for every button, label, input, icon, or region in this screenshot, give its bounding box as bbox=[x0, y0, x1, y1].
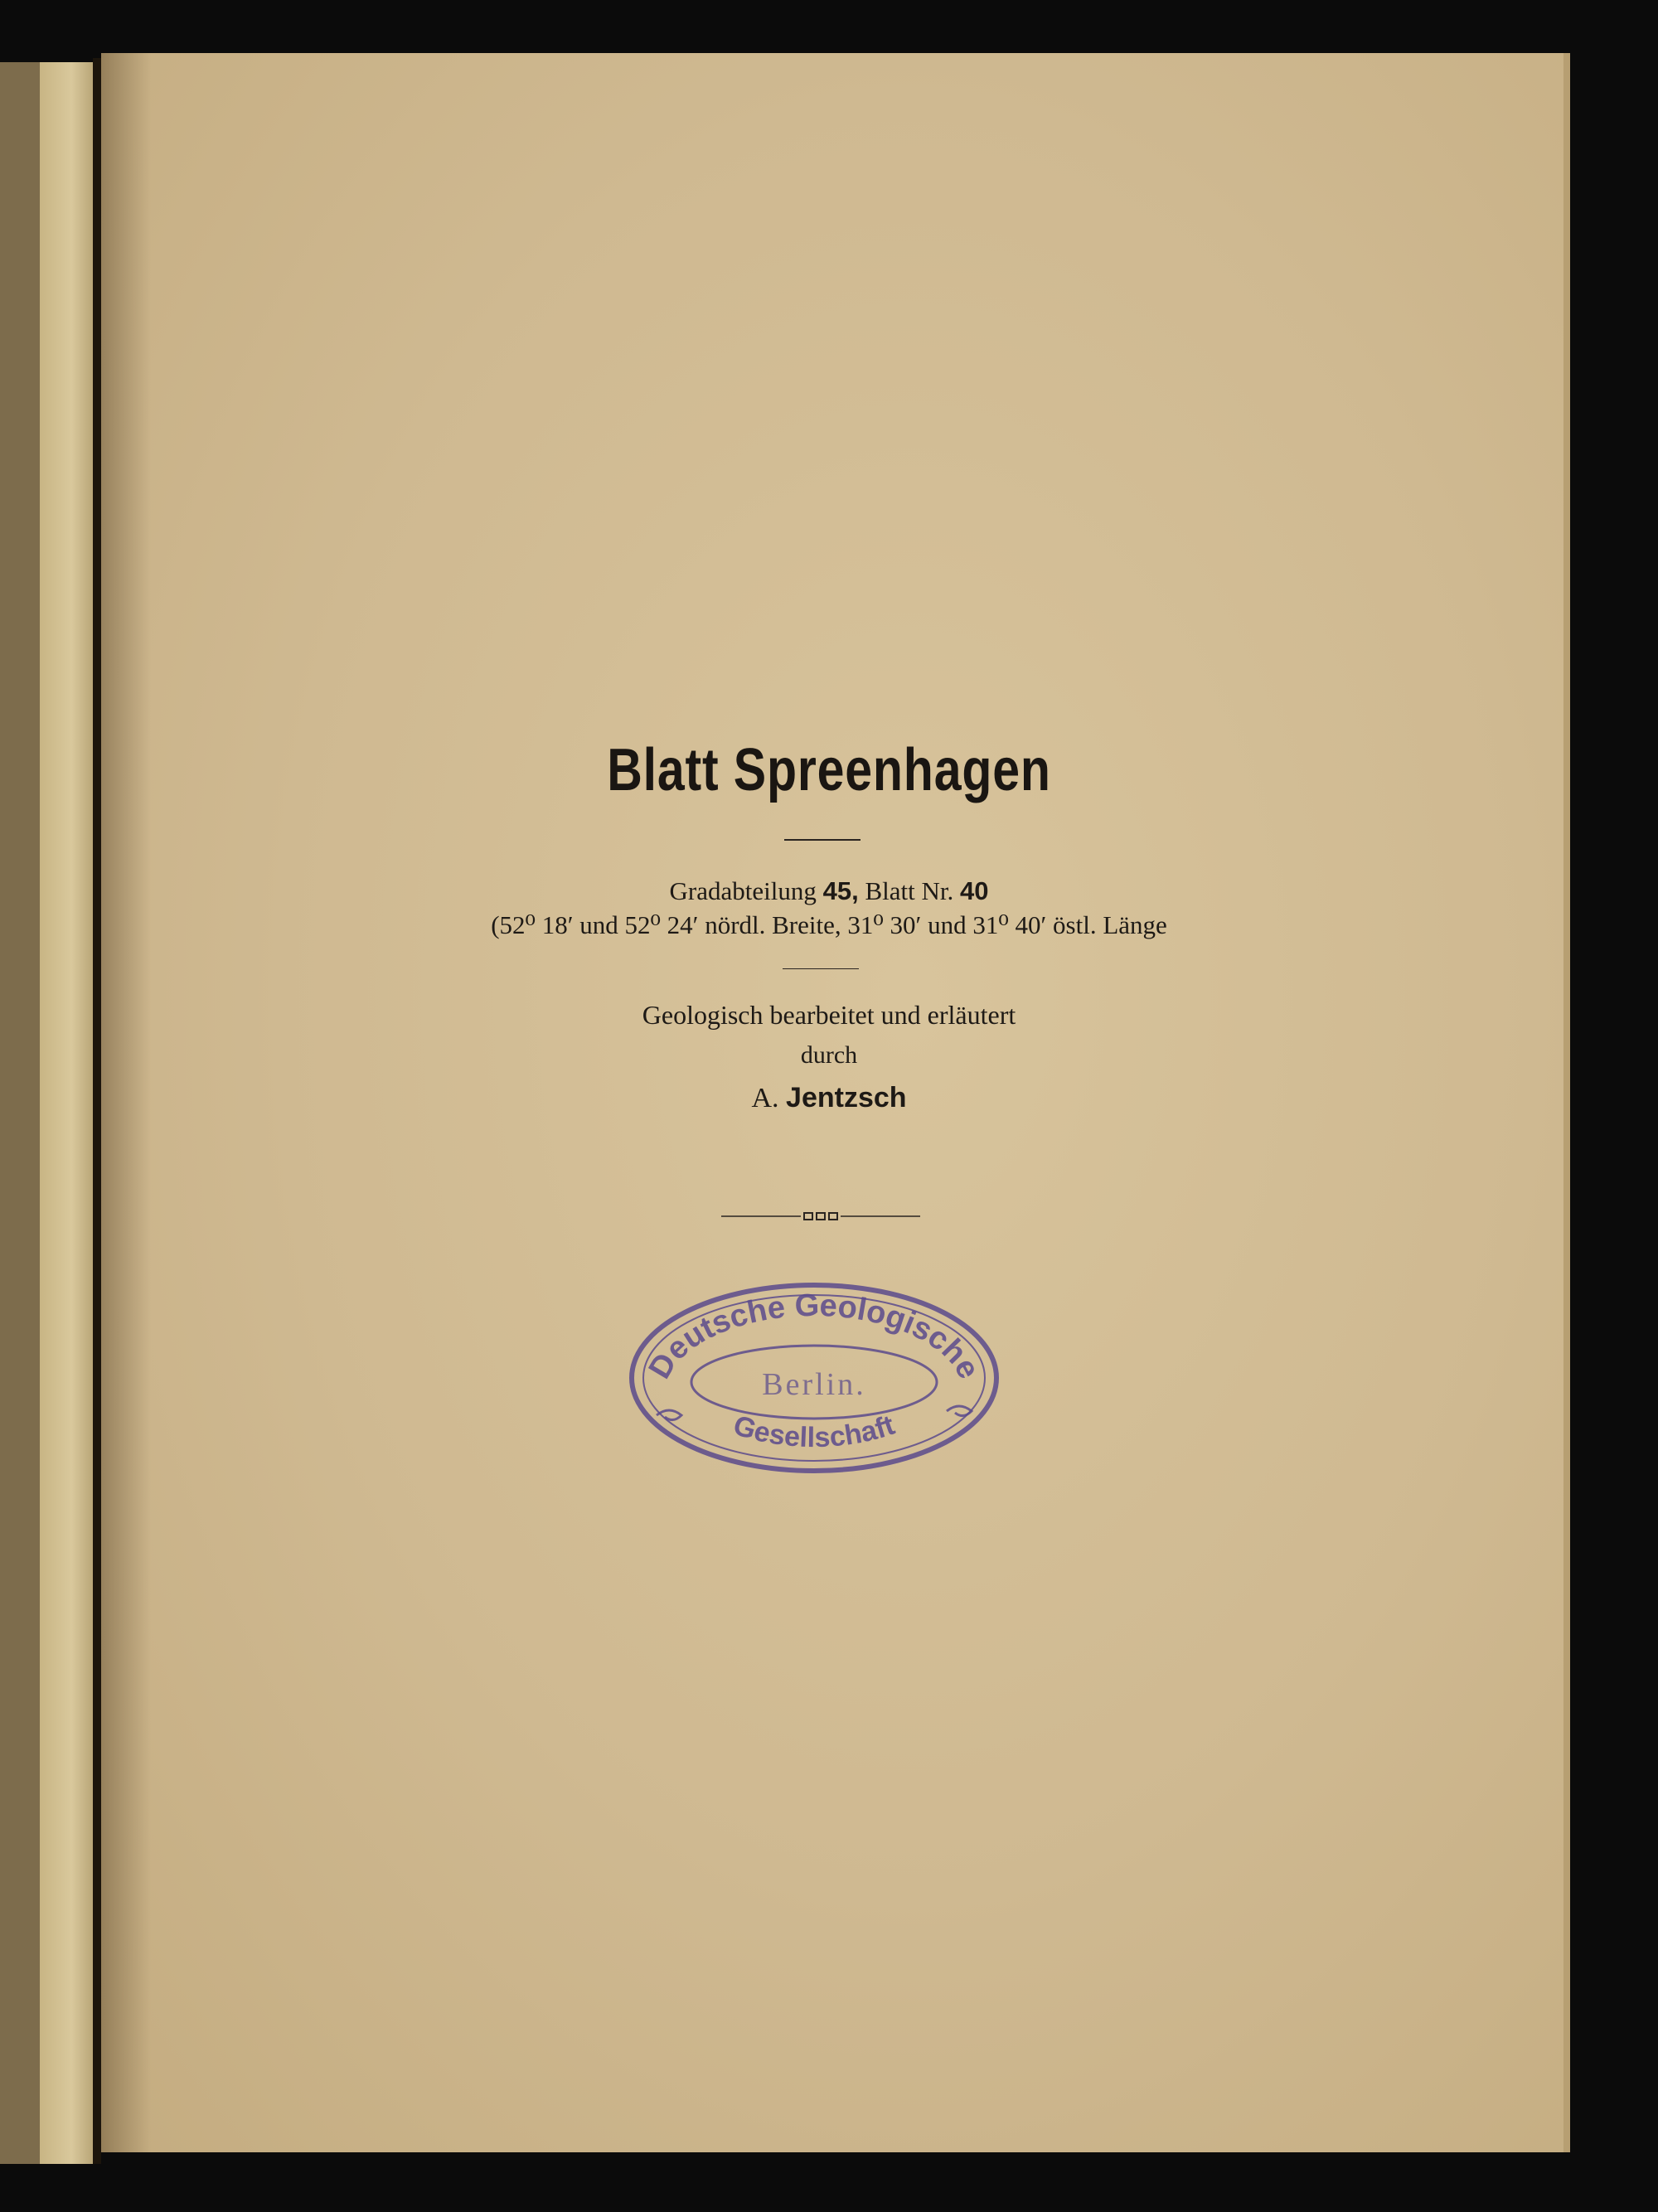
stamp-bottom-text: Gesellschaft bbox=[730, 1409, 899, 1454]
credit-line: Geologisch bearbeitet und erläutert bbox=[642, 1000, 1016, 1030]
library-stamp bbox=[623, 1278, 1005, 1477]
coordinates-line: (52⁰ 18′ und 52⁰ 24′ nördl. Breite, 31⁰ 30′ und 31⁰ 40′ östl. Länge bbox=[491, 910, 1167, 939]
author-line bbox=[0, 1082, 1658, 1114]
author-initial: A. bbox=[751, 1083, 779, 1113]
blatt-number: 40 bbox=[959, 876, 989, 905]
author-surname: Jentzsch bbox=[786, 1082, 907, 1113]
page-title: Blatt Spreenhagen bbox=[607, 737, 1051, 803]
ornament-divider bbox=[721, 1210, 920, 1222]
svg-text:Gesellschaft bbox=[730, 1409, 899, 1453]
stamp-center-text: Berlin. bbox=[762, 1367, 866, 1402]
by-line: durch bbox=[800, 1041, 858, 1069]
grad-middle: Blatt Nr. bbox=[858, 876, 960, 905]
title-divider bbox=[784, 839, 861, 841]
grad-prefix: Gradabteilung bbox=[669, 876, 823, 905]
grad-line bbox=[0, 876, 1658, 906]
stamp-top-text: Deutsche Geologische bbox=[642, 1288, 987, 1385]
coordinates-divider bbox=[783, 968, 859, 969]
grad-number: 45, bbox=[822, 876, 859, 905]
